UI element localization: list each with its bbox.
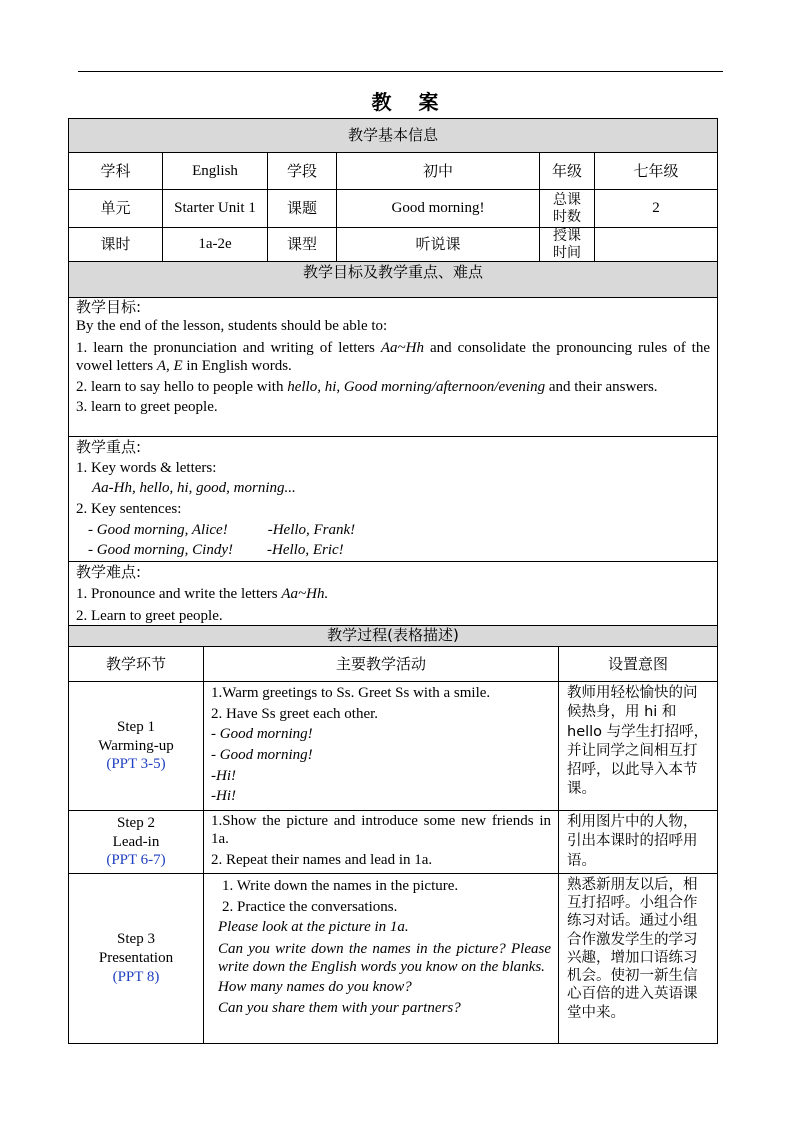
unit-label: 单元: [69, 190, 163, 228]
key-points-label: 教学重点:: [76, 438, 142, 456]
intent-column-header: 设置意图: [559, 647, 718, 682]
key-points-1-items: Aa-Hh, hello, hi, good, morning...: [92, 480, 296, 497]
objective-1: 1. learn the pronunciation and writing of letters Aa~Hh and consolidate the pronouncing rules of the vowel letters A, E in English words.: [76, 340, 711, 375]
step-2-intent: 利用图片中的人物，引出本课时的招呼用语。: [559, 811, 718, 874]
total-periods-label: 总课时数: [540, 190, 595, 228]
step-2-name: Step 2: [117, 814, 155, 831]
step-3-ppt: (PPT 8): [112, 968, 160, 985]
period-value: 1a-2e: [163, 228, 268, 262]
step-row-3: [69, 873, 718, 1043]
objectives-cell: [69, 298, 718, 437]
subject-label: 学科: [69, 153, 163, 190]
stage-column-header: 教学环节: [69, 647, 204, 682]
activity-line: 2. Repeat their names and lead in 1a.: [211, 852, 433, 868]
stage-value: 初中: [337, 153, 540, 190]
header-rule: [78, 71, 723, 72]
activity-line: 2. Practice the conversations.: [222, 898, 398, 915]
step-3-intent: 熟悉新朋友以后，相互打招呼。小组合作练习对话。通过小组合作激发学生的学习兴趣，增加口语练习机会。使初一新生信心百倍的进入英语课堂中来。: [559, 873, 718, 1043]
lesson-plan-table: [68, 118, 718, 630]
document-title: 教 案: [371, 90, 449, 114]
activity-line: Can you share them with your partners?: [218, 999, 461, 1016]
step-row-1: [69, 682, 718, 811]
step-2-activities: [204, 811, 559, 874]
process-table: [68, 625, 718, 1044]
activity-line: 2. Have Ss greet each other.: [211, 705, 379, 722]
activity-line: -Hi!: [211, 767, 236, 784]
difficulty-1: 1. Pronounce and write the letters Aa~Hh.: [76, 585, 329, 602]
activity-line: - Good morning!: [211, 726, 313, 743]
info-row-2: [69, 190, 718, 228]
key-sentence-2: - Good morning, Cindy! -Hello, Eric!: [88, 542, 344, 559]
objective-2: 2. learn to say hello to people with hello, hi, Good morning/afternoon/evening and their answers.: [76, 379, 658, 396]
step-1-name: Step 1: [117, 718, 155, 735]
step-3-name: Step 3: [117, 931, 155, 948]
step-1-ppt: (PPT 3-5): [106, 756, 166, 773]
teaching-time-label: 授课时间: [540, 228, 595, 262]
activity-line: Can you write down the names in the picture? Please write down the English words you know on the blanks.: [218, 940, 551, 975]
total-periods-value: 2: [595, 190, 718, 228]
info-row-1: [69, 153, 718, 190]
step-1-activities: [204, 682, 559, 811]
activity-line: 1.Warm greetings to Ss. Greet Ss with a smile.: [211, 685, 491, 701]
objectives-label: 教学目标:: [76, 298, 142, 316]
subject-value: English: [163, 153, 268, 190]
teaching-time-value: [595, 228, 718, 262]
unit-value: Starter Unit 1: [163, 190, 268, 228]
grade-value: 七年级: [595, 153, 718, 190]
step-1-sub: Warming-up: [98, 737, 174, 754]
lesson-type-value: 听说课: [337, 228, 540, 262]
activity-line: Please look at the picture in 1a.: [218, 919, 409, 936]
activity-line: -Hi!: [211, 788, 236, 805]
grade-label: 年级: [540, 153, 595, 190]
key-points-1: 1. Key words & letters:: [76, 459, 217, 476]
key-points-2: 2. Key sentences:: [76, 501, 182, 518]
activity-line: 1. Write down the names in the picture.: [222, 877, 459, 894]
topic-label: 课题: [268, 190, 337, 228]
difficulties-label: 教学难点:: [76, 563, 142, 582]
step-3-sub: Presentation: [98, 949, 174, 966]
process-header: 教学过程(表格描述): [69, 626, 718, 647]
basic-info-header: 教学基本信息: [69, 119, 718, 153]
step-1-intent: 教师用轻松愉快的问候热身，用 hi 和 hello 与学生打招呼，并让同学之间相互打招呼，以此导入本节课。: [559, 682, 718, 811]
step-1-cell: [69, 682, 204, 811]
objectives-intro: By the end of the lesson, students should be able to:: [76, 317, 388, 334]
activity-line: How many names do you know?: [218, 978, 412, 995]
info-row-3: [69, 228, 718, 262]
activity-column-header: 主要教学活动: [204, 647, 559, 682]
step-3-cell: [69, 873, 204, 1043]
step-2-cell: [69, 811, 204, 874]
activity-line: 1.Show the picture and introduce some new friends in 1a.: [211, 813, 551, 847]
step-2-ppt: (PPT 6-7): [106, 852, 166, 869]
activity-line: - Good morning!: [211, 747, 313, 764]
difficulties-cell: [69, 562, 718, 630]
objective-3: 3. learn to greet people.: [76, 399, 218, 416]
step-row-2: [69, 811, 718, 874]
stage-label: 学段: [268, 153, 337, 190]
key-points-cell: [69, 437, 718, 562]
step-2-sub: Lead-in: [112, 833, 160, 850]
difficulty-2: 2. Learn to greet people.: [76, 607, 223, 624]
lesson-type-label: 课型: [268, 228, 337, 262]
topic-value: Good morning!: [337, 190, 540, 228]
step-3-activities: [204, 873, 559, 1043]
goals-header: 教学目标及教学重点、难点: [69, 262, 718, 298]
key-sentence-1: - Good morning, Alice! -Hello, Frank!: [88, 521, 356, 538]
period-label: 课时: [69, 228, 163, 262]
